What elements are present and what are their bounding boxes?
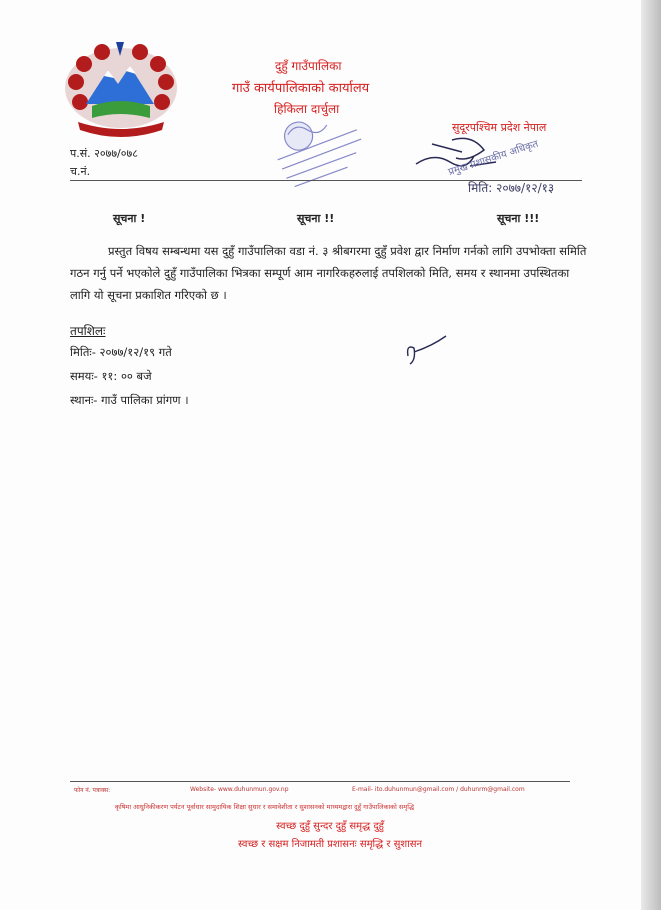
footer-divider [70, 781, 570, 782]
notice-heading-3: सूचना !!! [497, 212, 540, 225]
meeting-place: स्थानः- गाउँ पालिका प्रांगण । [70, 393, 189, 407]
officer-stamp-text: प्रमुख प्रशासकीय अधिकृत [447, 138, 540, 179]
office-name: गाउँ कार्यपालिकाको कार्यालय [232, 81, 370, 96]
footer-vision: कृषिमा आधुनिकीकरण पर्यटन पूर्वाधार सामुदायिक शिक्षा सुधार र समावेशीता र सुशासनको माध्यमद्वारा दुहुँ गाउँपालिकाको समृद्धि [115, 803, 415, 811]
notice-body: प्रस्तुत विषय सम्बन्धमा यस दुहुँ गाउँपालिका वडा नं. ३ श्रीबगरमा दुहुँ प्रवेश द्वार निर्माण गर्नको लागि उपभोक्ता समिति गठन गर्नु पर्ने भएकोले दुहुँ गाउँपालिका भित्रका सम्पूर्ण आम नागरिकहरुलाई तपशिलको मिति, समय र स्थानमा उपस्थितका लागि यो सूचना प्रकाशित गरिएको छ । [70, 244, 587, 302]
office-address: हिकिला दार्चुला [274, 102, 340, 116]
header-divider [70, 180, 582, 181]
page-edge-shadow [641, 0, 661, 910]
nepal-emblem-logo [62, 40, 180, 140]
footer-website: Website- www.duhunmun.gov.np [190, 786, 289, 793]
meeting-date: मितिः- २०७७/१२/१९ गते [70, 345, 172, 359]
footer-slogan-1: स्वच्छ दुहुँ सुन्दर दुहुँ समृद्ध दुहुँ [276, 821, 384, 832]
footer-phone: फोन नं. पत्राक्स: [74, 787, 111, 794]
meeting-time: समयः- ११: ०० बजे [70, 369, 152, 383]
notice-heading-2: सूचना !! [297, 212, 335, 225]
footer-slogan-2: स्वच्छ र सक्षम निजामती प्रशासनः समृद्धि र सुशासन [237, 839, 423, 850]
initial-signature [402, 330, 452, 370]
province-name: सुदूरपश्चिम प्रदेश नेपाल [452, 121, 547, 134]
municipality-name: दुहुँ गाउँपालिका [275, 59, 342, 73]
reference-number: प.सं. २०७७/०७८ [70, 147, 138, 160]
details-title: तपशिलः [70, 324, 106, 338]
official-stamp [262, 100, 372, 196]
dispatch-number: च.नं. [70, 165, 91, 178]
letter-date: मिति: २०७७/१२/१३ [468, 181, 555, 195]
footer-email: E-mail- ito.duhunmun@gmail.com / duhunrm@gmail.com [352, 786, 525, 793]
notice-heading-1: सूचना ! [113, 212, 146, 225]
